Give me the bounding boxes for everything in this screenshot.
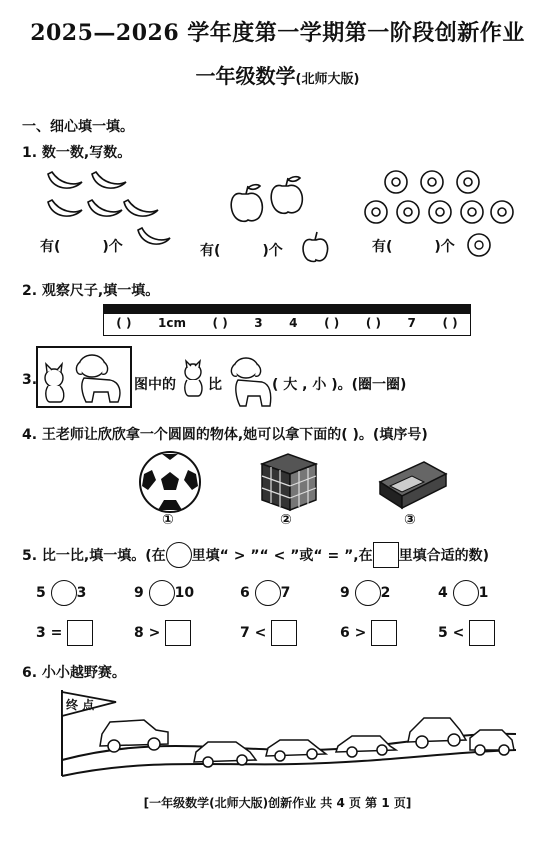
compare-item: 6 7: [240, 580, 290, 606]
banana-icon: [48, 172, 158, 216]
ruler-cell: 3: [254, 316, 263, 330]
rubiks-cube-icon: [258, 450, 320, 512]
fill-box[interactable]: [371, 620, 397, 646]
ruler-cell: 1cm: [158, 316, 186, 330]
ruler-cell[interactable]: ( ): [212, 316, 228, 330]
question-4-text: 4. 王老师让欣欣拿一个圆圆的物体,她可以拿下面的( )。(填序号): [22, 427, 428, 443]
apple-icon: [231, 177, 302, 222]
option-label-3: ③: [404, 512, 416, 528]
dog-icon: [76, 355, 120, 402]
car-icon: [408, 718, 466, 748]
page-subtitle: [0, 60, 555, 89]
compare-item: 9 10: [134, 580, 194, 606]
box-symbol: [373, 542, 399, 568]
apple-group: [226, 180, 306, 226]
compare-circle[interactable]: [453, 580, 479, 606]
question-1-text: 1. 数一数,写数。: [22, 145, 132, 161]
compare-circle[interactable]: [51, 580, 77, 606]
compare-circle[interactable]: [355, 580, 381, 606]
cat-icon: [180, 360, 206, 400]
question-3-text-b: 比: [208, 377, 222, 393]
cat-icon: [45, 364, 64, 402]
fill-item: 5 <: [438, 620, 495, 646]
soccer-ball-icon: [138, 450, 202, 514]
section-heading: 一、细心填一填。: [22, 119, 134, 135]
fill-item: 3 =: [36, 620, 93, 646]
fill-item: 7 <: [240, 620, 297, 646]
ruler-cell: 7: [407, 316, 416, 330]
tomato-icon: [466, 232, 492, 258]
count-answer-bananas: 有( )个: [40, 239, 123, 255]
ruler-top-bar: [103, 304, 471, 314]
cat-and-dog-picture: [38, 348, 130, 406]
compare-item: 9 2: [340, 580, 390, 606]
question-6-text: 6. 小小越野赛。: [22, 665, 126, 681]
question-2-text: 2. 观察尺子,填一填。: [22, 283, 160, 299]
ruler-cell[interactable]: ( ): [442, 316, 458, 330]
page-title: 2025—2026 学年度第一学期第一阶段创新作业: [30, 20, 525, 46]
apple-icon: [300, 230, 330, 262]
car-icon: [266, 740, 326, 761]
compare-item: 5 3: [36, 580, 86, 606]
compare-item: 4 1: [438, 580, 488, 606]
compare-circle[interactable]: [149, 580, 175, 606]
dog-icon: [224, 354, 272, 410]
ruler-cells: [103, 316, 471, 330]
fill-box[interactable]: [67, 620, 93, 646]
animal-picture-box: [36, 346, 132, 408]
fill-box[interactable]: [165, 620, 191, 646]
banana-group: [44, 166, 164, 228]
ruler-cell: 4: [289, 316, 298, 330]
question-3-number: 3.: [22, 372, 38, 388]
option-label-2: ②: [280, 512, 292, 528]
ruler: [103, 304, 471, 338]
banana-icon: [136, 226, 172, 250]
fill-box[interactable]: [271, 620, 297, 646]
question-3-text-c: ( 大 , 小 )。(圈一圈): [272, 377, 407, 393]
tomato-icon: [365, 171, 513, 223]
count-answer-tomatoes: 有( )个: [372, 239, 455, 255]
ruler-cell[interactable]: ( ): [116, 316, 132, 330]
count-answer-apples: 有( )个: [200, 243, 283, 259]
fill-item: 8 >: [134, 620, 191, 646]
ruler-cell[interactable]: ( ): [365, 316, 381, 330]
compare-circle[interactable]: [255, 580, 281, 606]
ruler-cell[interactable]: ( ): [324, 316, 340, 330]
circle-symbol: [166, 542, 192, 568]
fill-box[interactable]: [469, 620, 495, 646]
finish-flag-label: 终 点: [66, 698, 95, 712]
edition-label: (北师大版): [295, 72, 360, 87]
race-scene: [56, 688, 526, 784]
eraser-icon: [376, 456, 450, 512]
fill-item: 6 >: [340, 620, 397, 646]
tomato-group: [358, 170, 508, 228]
option-label-1: ①: [162, 512, 174, 528]
subject-label: 一年级数学: [195, 64, 296, 88]
question-3-text-a: 图中的: [134, 377, 176, 393]
question-5-text: 5. 比一比,填一填。(在 里填“ > ”“ < ”或“ = ”,在 里填合适的数): [22, 542, 489, 568]
page-footer: [一年级数学(北师大版)创新作业 共 4 页 第 1 页]: [143, 796, 412, 810]
car-icon: [336, 736, 396, 757]
